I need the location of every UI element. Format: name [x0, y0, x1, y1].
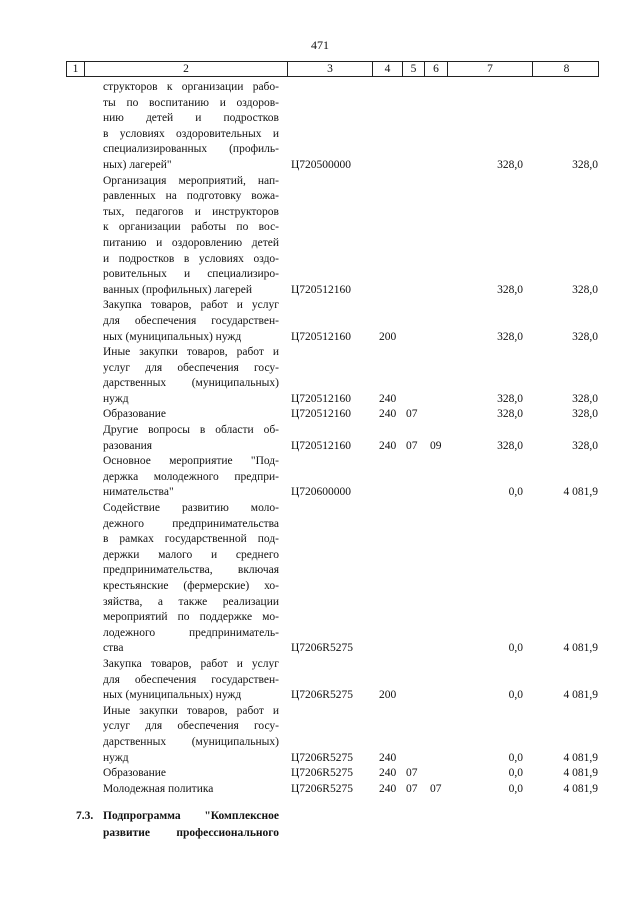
description-line: Организация мероприятий, нап- — [103, 174, 279, 187]
cell-c4: 240 — [379, 751, 397, 764]
table-row — [0, 345, 640, 407]
description-line: разования — [103, 439, 153, 452]
description-line: держка молодежного предпри- — [103, 470, 279, 483]
row-description — [103, 766, 279, 782]
header-cell: 3 — [287, 62, 372, 76]
row-description — [103, 80, 279, 174]
budget-table-body — [0, 80, 640, 797]
description-line: Основное мероприятие "Под- — [103, 455, 279, 468]
description-line: для обеспечения государствен- — [103, 673, 279, 686]
row-description — [103, 174, 279, 299]
cell-c3: Ц720500000 — [291, 158, 352, 171]
table-row — [0, 174, 640, 299]
description-line: мероприятий по поддержке мо- — [103, 611, 279, 624]
description-line: для обеспечения государствен- — [103, 314, 279, 327]
cell-c5: 07 — [406, 767, 418, 780]
cell-c3: Ц720512160 — [291, 283, 352, 296]
description-line: Иные закупки товаров, работ и — [103, 704, 279, 717]
row-description — [103, 782, 279, 798]
description-line: дарственных (муниципальных) — [103, 735, 279, 748]
description-line: Образование — [103, 767, 167, 780]
cell-c8: 4 081,9 — [563, 767, 598, 780]
cell-c5: 07 — [406, 782, 418, 795]
cell-c6: 09 — [430, 439, 442, 452]
description-line: Иные закупки товаров, работ и — [103, 346, 279, 359]
cell-c8: 328,0 — [572, 439, 598, 452]
description-line: Образование — [103, 408, 167, 421]
description-line: Закупка товаров, работ и услуг — [103, 299, 279, 312]
cell-c7: 0,0 — [508, 767, 523, 780]
description-line: нимательства" — [103, 486, 174, 499]
cell-c8: 328,0 — [572, 392, 598, 405]
cell-c8: 4 081,9 — [563, 486, 598, 499]
header-cell: 8 — [532, 62, 600, 76]
cell-c8: 328,0 — [572, 408, 598, 421]
description-line: в рамках государственной под- — [103, 533, 279, 546]
description-line: услуг для обеспечения госу- — [103, 720, 279, 733]
description-line: ванных (профильных) лагерей — [103, 283, 252, 296]
cell-c8: 328,0 — [572, 158, 598, 171]
cell-c7: 328,0 — [497, 392, 523, 405]
cell-c7: 0,0 — [508, 642, 523, 655]
cell-c3: Ц7206R5275 — [291, 642, 353, 655]
table-row — [0, 298, 640, 345]
cell-c5: 07 — [406, 439, 418, 452]
cell-c8: 4 081,9 — [563, 642, 598, 655]
description-line: ных (муниципальных) нужд — [103, 330, 242, 343]
cell-c4: 240 — [379, 767, 397, 780]
row-description — [103, 454, 279, 501]
description-line: тых, педагогов и инструкторов — [103, 205, 279, 218]
cell-c4: 200 — [379, 689, 397, 702]
table-row — [0, 454, 640, 501]
cell-c3: Ц720512160 — [291, 439, 352, 452]
cell-c4: 240 — [379, 782, 397, 795]
header-cell: 2 — [84, 62, 287, 76]
description-line: Другие вопросы в области об- — [103, 424, 279, 437]
section-title-line: Подпрограмма "Комплексное — [103, 810, 279, 822]
row-description — [103, 501, 279, 657]
section-title-line: развитие профессионального — [103, 827, 279, 839]
table-row — [0, 407, 640, 423]
cell-c3: Ц720512160 — [291, 330, 352, 343]
description-line: нужд — [103, 392, 129, 405]
table-row — [0, 501, 640, 657]
cell-c4: 200 — [379, 330, 397, 343]
cell-c8: 4 081,9 — [563, 689, 598, 702]
description-line: ных) лагерей" — [103, 158, 172, 171]
description-line: держки малого и среднего — [103, 548, 279, 561]
cell-c4: 240 — [379, 439, 397, 452]
header-cell: 6 — [424, 62, 447, 76]
description-line: дежного предпринимательства — [103, 517, 279, 530]
cell-c5: 07 — [406, 408, 418, 421]
description-line: ровительных и специализиро- — [103, 268, 279, 281]
row-description — [103, 423, 279, 454]
description-line: нужд — [103, 751, 129, 764]
row-description — [103, 657, 279, 704]
cell-c7: 0,0 — [508, 689, 523, 702]
cell-c7: 0,0 — [508, 486, 523, 499]
row-description — [103, 345, 279, 407]
cell-c3: Ц720512160 — [291, 392, 352, 405]
table-row — [0, 423, 640, 454]
description-line: питанию и оздоровлению детей — [103, 236, 279, 249]
section-title — [103, 808, 279, 842]
cell-c7: 328,0 — [497, 439, 523, 452]
cell-c7: 328,0 — [497, 283, 523, 296]
table-row — [0, 657, 640, 704]
description-line: специализированных (профиль- — [103, 143, 279, 156]
cell-c8: 328,0 — [572, 330, 598, 343]
description-line: ства — [103, 642, 124, 655]
description-line: Молодежная политика — [103, 782, 214, 795]
cell-c7: 328,0 — [497, 158, 523, 171]
description-line: зяйства, а также реализации — [103, 595, 279, 608]
cell-c7: 328,0 — [497, 330, 523, 343]
description-line: крестьянские (фермерские) хо- — [103, 580, 279, 592]
cell-c3: Ц7206R5275 — [291, 751, 353, 764]
table-row — [0, 782, 640, 798]
table-row — [0, 704, 640, 766]
cell-c8: 328,0 — [572, 283, 598, 296]
table-row — [0, 766, 640, 782]
row-description — [103, 298, 279, 345]
cell-c3: Ц7206R5275 — [291, 782, 353, 795]
description-line: в условиях оздоровительных и — [103, 127, 279, 140]
description-line: Содействие развитию моло- — [103, 502, 279, 515]
cell-c4: 240 — [379, 392, 397, 405]
cell-c3: Ц7206R5275 — [291, 767, 353, 780]
row-description — [103, 704, 279, 766]
header-cell: 4 — [372, 62, 402, 76]
header-cell: 5 — [402, 62, 424, 76]
description-line: и подростков в условиях оздо- — [103, 252, 279, 265]
row-description — [103, 407, 279, 423]
cell-c3: Ц720600000 — [291, 486, 352, 499]
cell-c7: 0,0 — [508, 782, 523, 795]
description-line: услуг для обеспечения госу- — [103, 361, 279, 374]
header-cell: 7 — [447, 62, 532, 76]
cell-c8: 4 081,9 — [563, 751, 598, 764]
description-line: к организации работы по вос- — [103, 221, 279, 234]
cell-c7: 0,0 — [508, 751, 523, 764]
description-line: дарственных (муниципальных) — [103, 377, 279, 390]
cell-c3: Ц720512160 — [291, 408, 352, 421]
cell-c6: 07 — [430, 782, 442, 795]
cell-c3: Ц7206R5275 — [291, 689, 353, 702]
page-number: 471 — [311, 38, 329, 52]
table-row — [0, 80, 640, 174]
description-line: предпринимательства, включая — [103, 564, 279, 577]
table-header — [66, 61, 599, 77]
description-line: Закупка товаров, работ и услуг — [103, 657, 279, 670]
section-number: 7.3. — [76, 810, 94, 822]
description-line: равленных на подготовку вожа- — [103, 190, 279, 203]
description-line: нию детей и подростков — [103, 112, 279, 125]
description-line: структоров к организации рабо- — [103, 81, 279, 93]
cell-c8: 4 081,9 — [563, 782, 598, 795]
description-line: лодежного предприниматель- — [103, 626, 279, 639]
header-cell: 1 — [72, 63, 79, 75]
cell-c7: 328,0 — [497, 408, 523, 421]
cell-c4: 240 — [379, 408, 397, 421]
description-line: ных (муниципальных) нужд — [103, 689, 242, 702]
description-line: ты по воспитанию и оздоров- — [103, 96, 279, 109]
